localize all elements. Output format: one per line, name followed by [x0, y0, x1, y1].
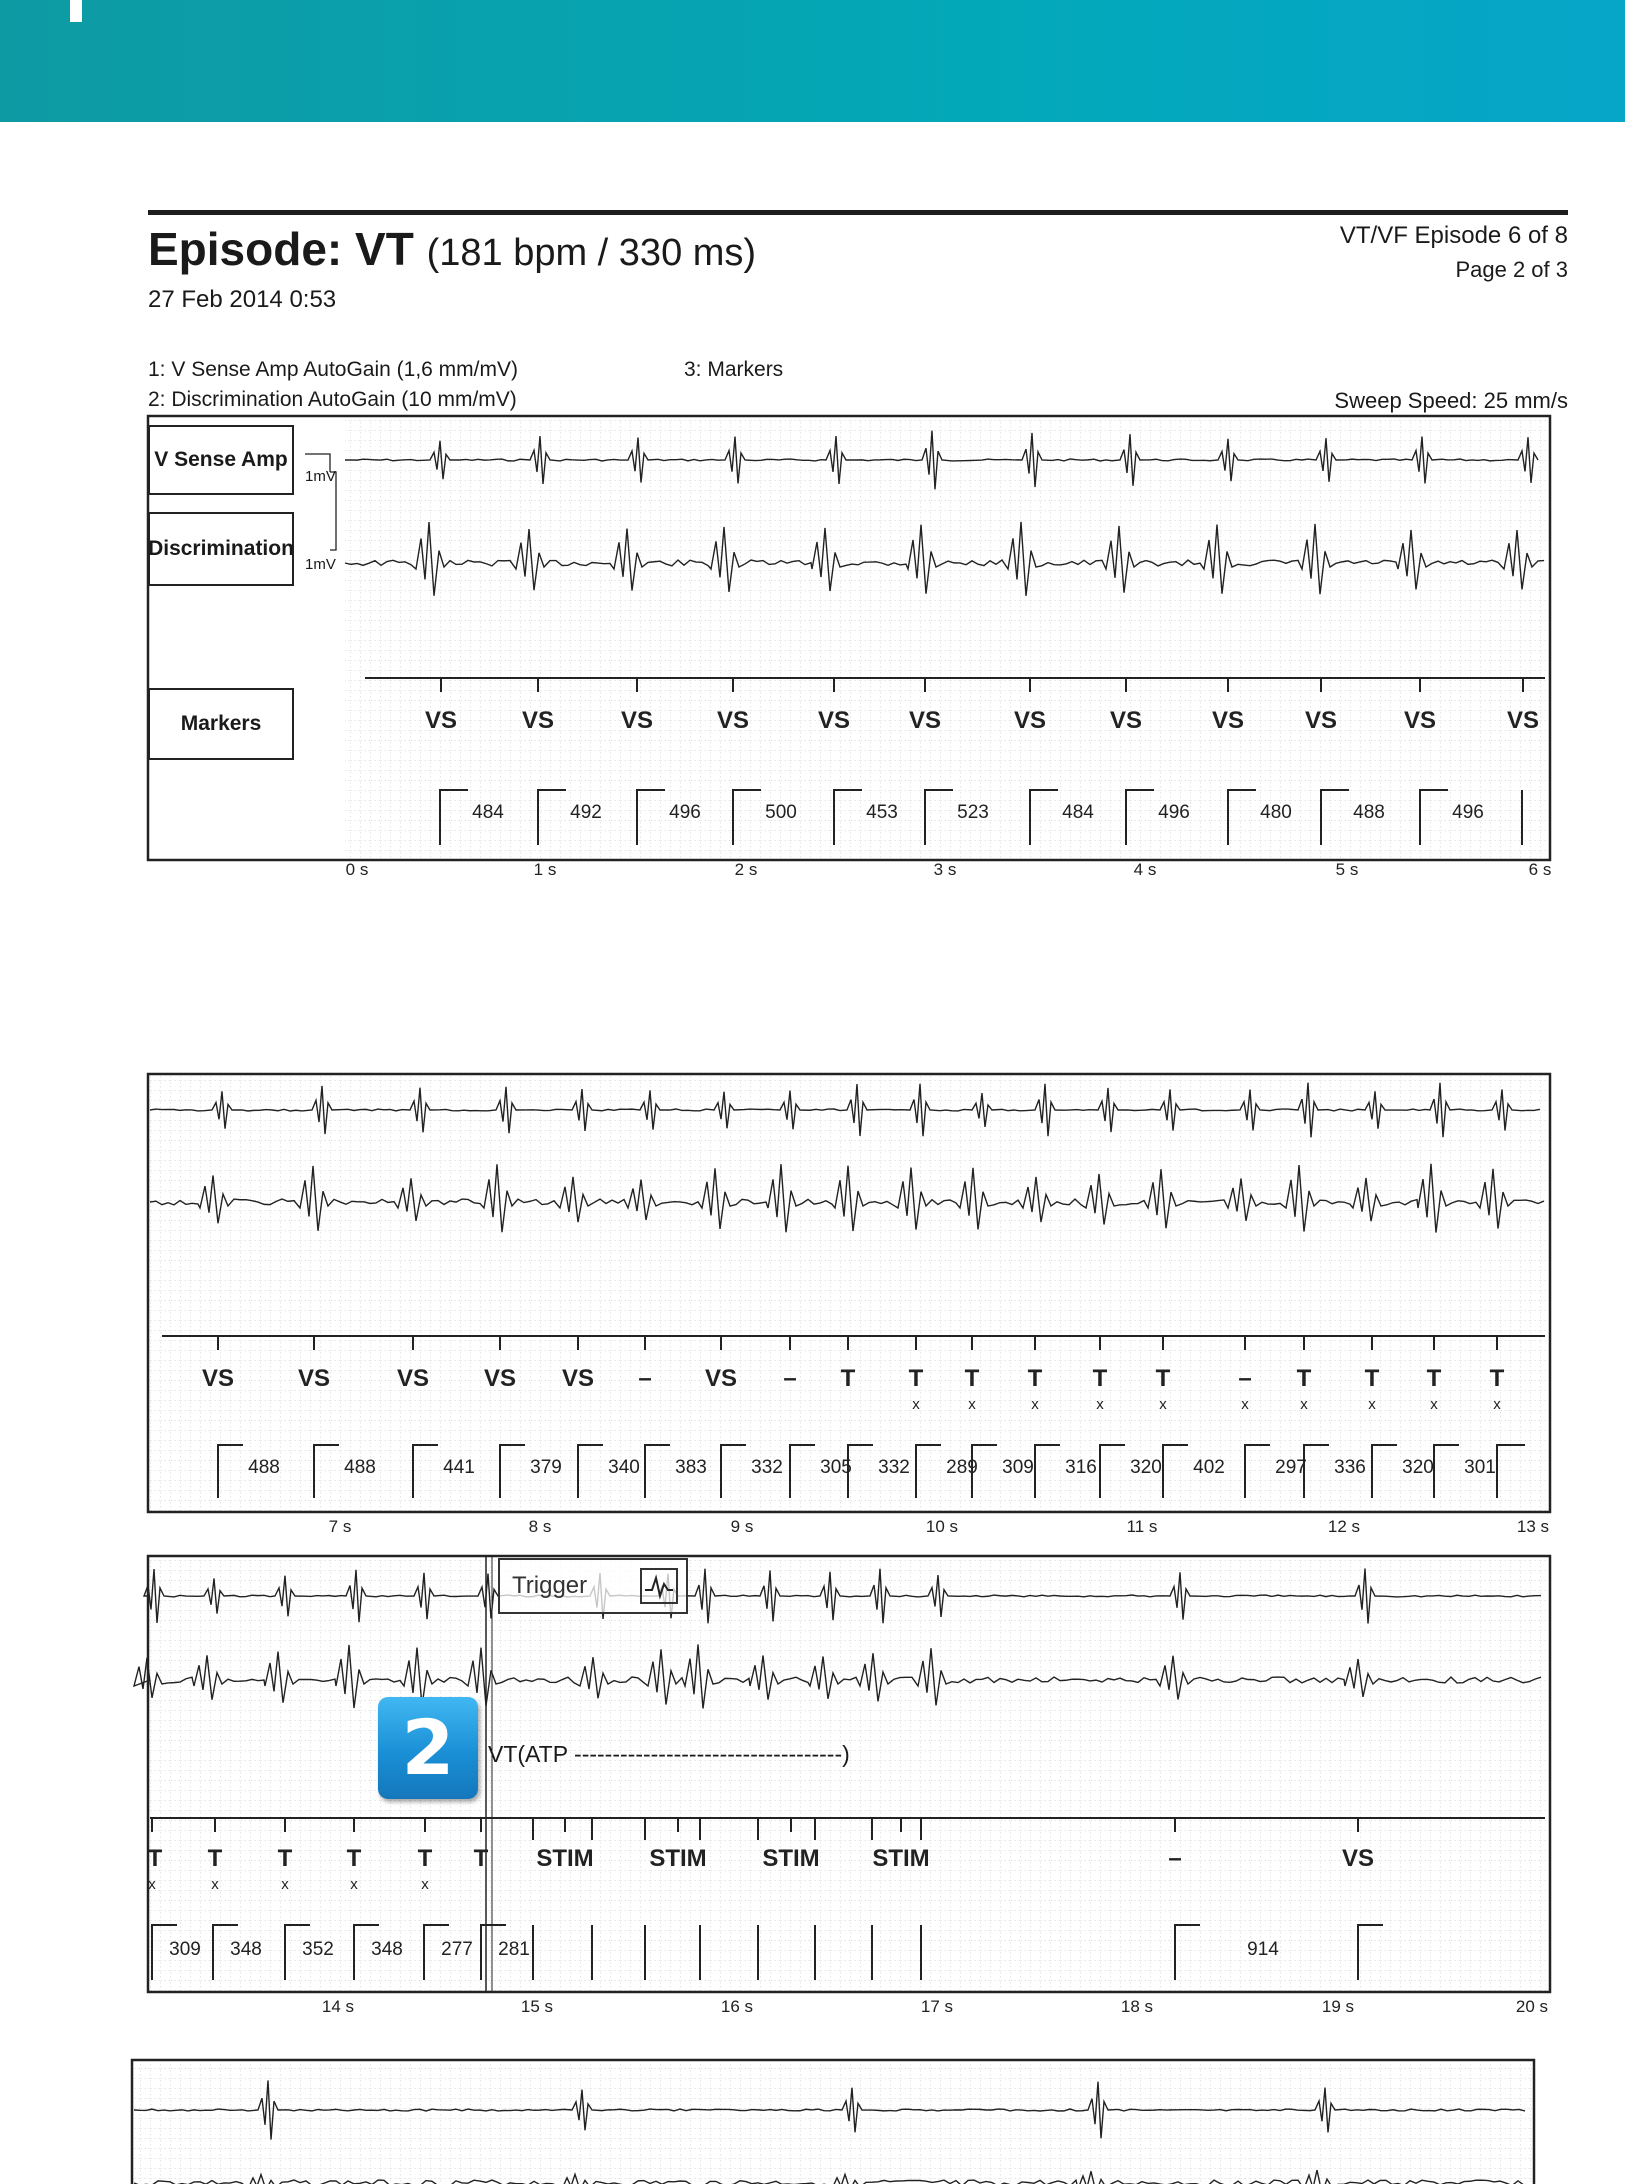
marker-label: T: [147, 1845, 163, 1872]
marker-label: T: [1364, 1365, 1380, 1392]
ecg-strip-2: [0, 1070, 1625, 1540]
marker-x-label: x: [281, 1876, 289, 1893]
marker-label: VS: [620, 707, 654, 734]
interval-value: 340: [608, 1457, 640, 1478]
marker-label: VS: [1304, 707, 1338, 734]
marker-label: VS: [716, 707, 750, 734]
marker-x-label: x: [1031, 1396, 1039, 1413]
interval-value: 320: [1402, 1457, 1434, 1478]
marker-label: VS: [483, 1365, 517, 1392]
trigger-waveform-icon: [640, 1568, 678, 1604]
interval-value: 320: [1130, 1457, 1162, 1478]
interval-value: 484: [1062, 802, 1094, 823]
interval-value: 496: [1452, 802, 1484, 823]
marker-label: T: [964, 1365, 980, 1392]
marker-label: VS: [396, 1365, 430, 1392]
marker-label: –: [638, 1365, 652, 1392]
header-banner: [0, 0, 1625, 122]
time-tick-label: 7 s: [328, 1517, 352, 1536]
channel-1-label: 1: V Sense Amp AutoGain (1,6 mm/mV): [148, 358, 518, 381]
step-2-badge: [378, 1697, 478, 1799]
interval-value: 316: [1065, 1457, 1097, 1478]
interval-value: 496: [1158, 802, 1190, 823]
marker-x-label: x: [1159, 1396, 1167, 1413]
marker-x-label: x: [1368, 1396, 1376, 1413]
interval-value: 332: [751, 1457, 783, 1478]
step-2-number: 2: [401, 1703, 455, 1792]
marker-label: T: [277, 1845, 293, 1872]
title-rule: [148, 210, 1568, 215]
marker-x-label: x: [1493, 1396, 1501, 1413]
markers-label: Markers: [180, 712, 262, 735]
markers-label-box: [148, 688, 294, 760]
discrimination-label-box: [148, 512, 294, 586]
interval-value: 305: [820, 1457, 852, 1478]
time-tick-label: 8 s: [528, 1517, 552, 1536]
marker-x-label: x: [1300, 1396, 1308, 1413]
marker-label: –: [1238, 1365, 1252, 1392]
time-tick-label: 15 s: [520, 1997, 554, 2016]
marker-label: VS: [1109, 707, 1143, 734]
time-tick-label: 4 s: [1133, 860, 1157, 879]
time-tick-label: 12 s: [1327, 1517, 1361, 1536]
time-tick-label: 0 s: [345, 860, 369, 879]
time-tick-label: 2 s: [734, 860, 758, 879]
marker-label: T: [1489, 1365, 1505, 1392]
ecg-strip-4: [0, 2058, 1625, 2184]
marker-label: T: [1155, 1365, 1171, 1392]
marker-label: VS: [1403, 707, 1437, 734]
marker-label: VS: [817, 707, 851, 734]
marker-label: VS: [424, 707, 458, 734]
time-tick-label: 5 s: [1335, 860, 1359, 879]
interval-value: 492: [570, 802, 602, 823]
marker-x-label: x: [1430, 1396, 1438, 1413]
marker-label: T: [1027, 1365, 1043, 1392]
scale-1mv-ch1: 1mV: [305, 468, 336, 485]
episode-date: 27 Feb 2014 0:53: [148, 286, 337, 313]
marker-label: VS: [521, 707, 555, 734]
interval-value: 348: [230, 1939, 262, 1960]
interval-value: 281: [498, 1939, 530, 1960]
marker-x-label: x: [421, 1876, 429, 1893]
marker-x-label: x: [211, 1876, 219, 1893]
marker-label: VS: [201, 1365, 235, 1392]
interval-value: 277: [441, 1939, 473, 1960]
marker-x-label: x: [1241, 1396, 1249, 1413]
interval-value: 301: [1464, 1457, 1496, 1478]
marker-label: STIM: [872, 1845, 930, 1872]
page-title: Episode: VT (181 bpm / 330 ms): [148, 223, 757, 275]
marker-x-label: x: [148, 1876, 156, 1893]
marker-label: T: [908, 1365, 924, 1392]
marker-x-label: x: [968, 1396, 976, 1413]
marker-label: VS: [908, 707, 942, 734]
marker-label: T: [1296, 1365, 1312, 1392]
marker-label: STIM: [649, 1845, 707, 1872]
interval-value: 496: [669, 802, 701, 823]
interval-value: 453: [866, 802, 898, 823]
interval-value: 500: [765, 802, 797, 823]
marker-label: T: [840, 1365, 856, 1392]
marker-x-label: x: [912, 1396, 920, 1413]
interval-value: 289: [946, 1457, 978, 1478]
vt-atp-annotation: VT(ATP -----------------------------------): [488, 1741, 850, 1767]
time-tick-label: 11 s: [1126, 1517, 1158, 1536]
interval-value: 441: [443, 1457, 475, 1478]
marker-label: STIM: [762, 1845, 820, 1872]
interval-value: 488: [1353, 802, 1385, 823]
time-tick-label: 19 s: [1321, 1997, 1355, 2016]
marker-label: –: [783, 1365, 797, 1392]
marker-label: VS: [704, 1365, 738, 1392]
marker-label: VS: [1013, 707, 1047, 734]
marker-label: VS: [297, 1365, 331, 1392]
time-tick-label: 10 s: [925, 1517, 959, 1536]
interval-value: 914: [1247, 1939, 1279, 1960]
interval-value: 336: [1334, 1457, 1366, 1478]
discrimination-label: Discrimination: [148, 537, 294, 560]
marker-label: VS: [561, 1365, 595, 1392]
time-tick-label: 20 s: [1515, 1997, 1549, 2016]
marker-label: T: [207, 1845, 223, 1872]
interval-value: 309: [1002, 1457, 1034, 1478]
interval-value: 488: [344, 1457, 376, 1478]
time-tick-label: 9 s: [730, 1517, 754, 1536]
marker-label: VS: [1506, 707, 1540, 734]
marker-label: VS: [1211, 707, 1245, 734]
interval-value: 297: [1275, 1457, 1307, 1478]
interval-value: 383: [675, 1457, 707, 1478]
episode-counter: VT/VF Episode 6 of 8: [1339, 222, 1568, 249]
trigger-label: Trigger: [512, 1572, 588, 1599]
time-tick-label: 17 s: [920, 1997, 954, 2016]
channel-3-label: 3: Markers: [684, 358, 784, 381]
interval-value: 379: [530, 1457, 562, 1478]
interval-value: 332: [878, 1457, 910, 1478]
interval-value: 348: [371, 1939, 403, 1960]
time-tick-label: 18 s: [1120, 1997, 1154, 2016]
marker-label: T: [1092, 1365, 1108, 1392]
sweep-speed: Sweep Speed: 25 mm/s: [1334, 388, 1568, 413]
vsense-amp-label: V Sense Amp: [154, 448, 288, 471]
vsense-amp-label-box: [148, 425, 294, 495]
marker-label: T: [473, 1845, 489, 1872]
time-tick-label: 14 s: [321, 1997, 355, 2016]
scale-1mv-ch2: 1mV: [305, 556, 336, 573]
time-tick-label: 1 s: [533, 860, 557, 879]
interval-value: 484: [472, 802, 504, 823]
page-counter: Page 2 of 3: [1455, 257, 1568, 282]
banner-mark: [70, 0, 82, 22]
marker-label: T: [417, 1845, 433, 1872]
time-tick-label: 13 s: [1516, 1517, 1550, 1536]
marker-x-label: x: [1096, 1396, 1104, 1413]
interval-value: 402: [1193, 1457, 1225, 1478]
interval-value: 523: [957, 802, 989, 823]
marker-label: –: [1168, 1845, 1182, 1872]
marker-label: STIM: [536, 1845, 594, 1872]
marker-label: VS: [1341, 1845, 1375, 1872]
marker-label: T: [346, 1845, 362, 1872]
channel-2-label: 2: Discrimination AutoGain (10 mm/mV): [148, 388, 517, 411]
time-tick-label: 16 s: [720, 1997, 754, 2016]
time-tick-label: 3 s: [933, 860, 957, 879]
interval-value: 480: [1260, 802, 1292, 823]
interval-value: 309: [169, 1939, 201, 1960]
time-tick-label: 6 s: [1528, 860, 1552, 879]
interval-value: 488: [248, 1457, 280, 1478]
ecg-strip-3: [0, 1550, 1625, 2020]
interval-value: 352: [302, 1939, 334, 1960]
marker-x-label: x: [350, 1876, 358, 1893]
trigger-box: [498, 1558, 688, 1614]
marker-label: T: [1426, 1365, 1442, 1392]
